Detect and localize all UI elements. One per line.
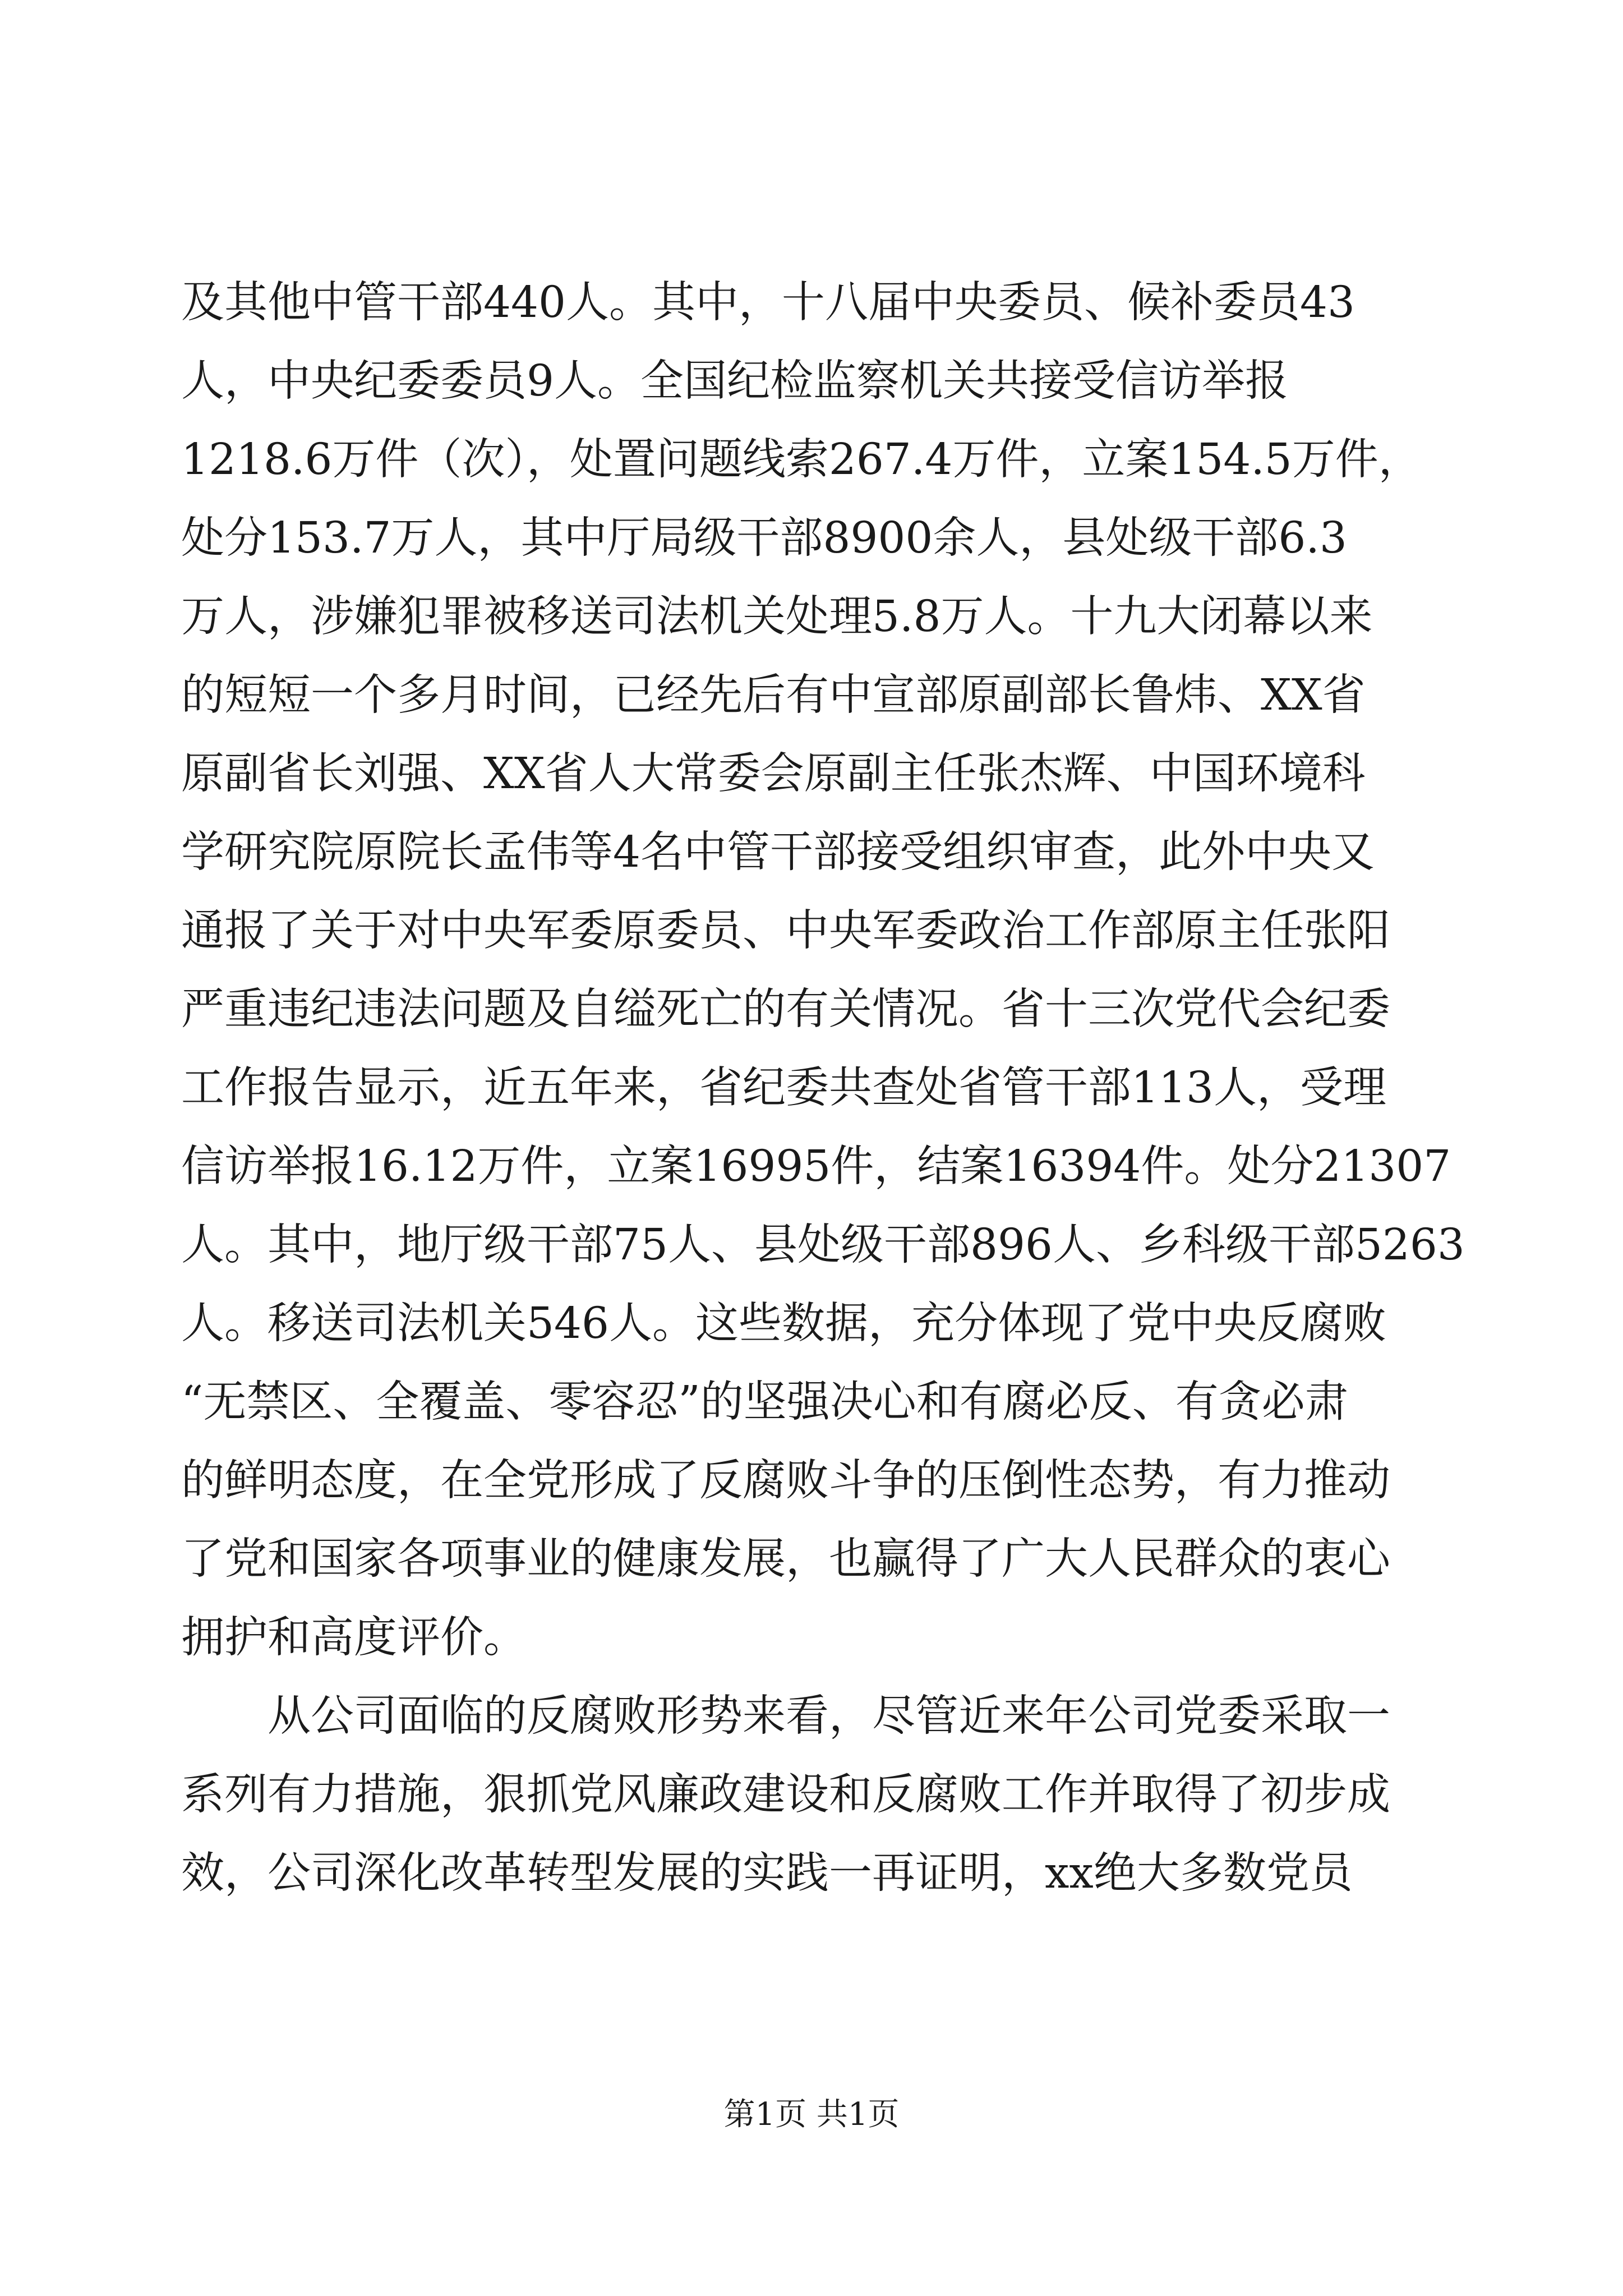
text-line: 万人，涉嫌犯罪被移送司法机关处理5.8万人。十九大闭幕以来 (181, 592, 1373, 642)
text-line: 信访举报16.12万件，立案16995件，结案16394件。处分21307 (181, 1142, 1451, 1191)
text-line: 学研究院原院长孟伟等4名中管干部接受组织审查，此外中央又 (181, 827, 1375, 877)
text-line: 的鲜明态度，在全党形成了反腐败斗争的压倒性态势，有力推动 (181, 1456, 1390, 1506)
paragraph-first-line: 从公司面临的反腐败形势来看，尽管近来年公司党委采取一 (181, 1691, 1390, 1741)
text-line: 人。移送司法机关546人。这些数据，充分体现了党中央反腐败 (181, 1299, 1386, 1349)
text-line: 人。其中，地厅级干部75人、县处级干部896人、乡科级干部5263 (181, 1220, 1465, 1270)
text-line: 严重违纪违法问题及自缢死亡的有关情况。省十三次党代会纪委 (181, 984, 1390, 1034)
text-line: 及其他中管干部440人。其中，十八届中央委员、候补委员43 (181, 278, 1355, 328)
text-line: 原副省长刘强、XX省人大常委会原副主任张杰辉、中国环境科 (181, 749, 1366, 799)
text-line: 效，公司深化改革转型发展的实践一再证明，xx绝大多数党员 (181, 1848, 1353, 1898)
text-line: “无禁区、全覆盖、零容忍”的坚强决心和有腐必反、有贪必肃 (181, 1377, 1348, 1427)
text-line: 1218.6万件（次），处置问题线索267.4万件，立案154.5万件， (181, 435, 1422, 485)
text-line: 了党和国家各项事业的健康发展，也赢得了广大人民群众的衷心 (181, 1534, 1390, 1584)
text-line: 人，中央纪委委员9人。全国纪检监察机关共接受信访举报 (181, 356, 1288, 406)
text-line: 通报了关于对中央军委原委员、中央军委政治工作部原主任张阳 (181, 906, 1390, 956)
text-line: 处分153.7万人，其中厅局级干部8900余人，县处级干部6.3 (181, 513, 1347, 563)
text-line: 拥护和高度评价。 (181, 1613, 527, 1663)
text-line: 系列有力措施，狠抓党风廉政建设和反腐败工作并取得了初步成 (181, 1770, 1390, 1820)
text-line: 的短短一个多月时间，已经先后有中宣部原副部长鲁炜、XX省 (181, 670, 1366, 720)
text-line: 工作报告显示，近五年来，省纪委共查处省管干部113人，受理 (181, 1063, 1386, 1113)
page-footer: 第1页 共1页 (723, 2096, 900, 2133)
